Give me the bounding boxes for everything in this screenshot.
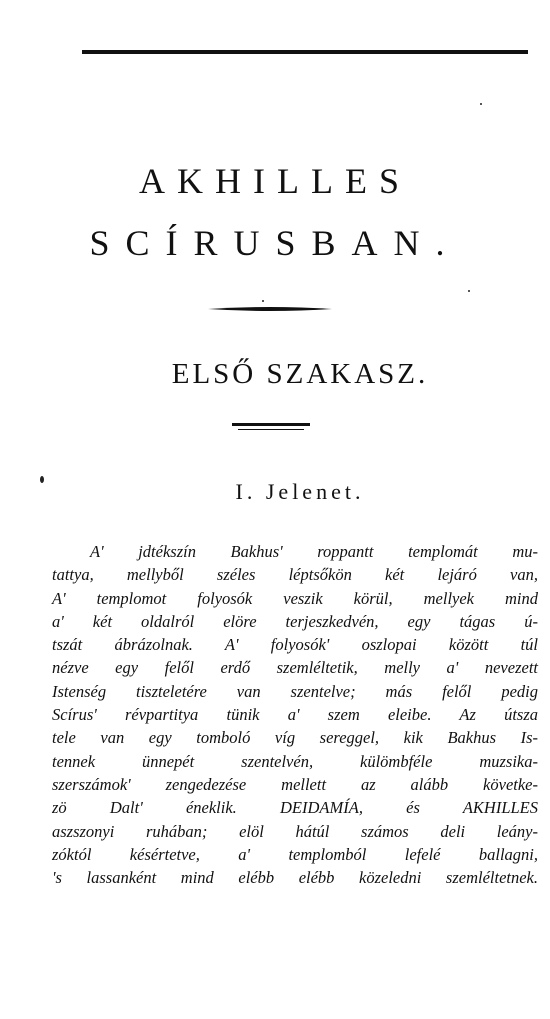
text-line: tennek ünnepét szentelvén, külömbféle muzsika-: [52, 751, 538, 771]
scene-heading: I. Jelenet.: [235, 479, 365, 504]
text-line: tszát ábrázolnak. A' folyosók' oszlopai között túl: [52, 635, 538, 655]
text-line: tele van egy tomboló víg sereggel, kik Bakhus Is-: [52, 728, 538, 748]
ink-speck: [262, 300, 264, 302]
text-line: nézve egy felől erdő szemléltetik, melly a' nevezett: [52, 658, 538, 678]
text-line: 's lassanként mind elébb elébb közeledni szemléltetnek.: [52, 868, 538, 888]
ink-speck: [480, 103, 482, 105]
stage-direction-paragraph: [52, 540, 538, 889]
top-rule: [82, 50, 528, 54]
title-line-1: AKHILLES: [139, 161, 411, 201]
ornamental-rule: [208, 306, 332, 312]
text-line: tattya, mellyből széles léptsőkön két lejáró van,: [52, 565, 538, 585]
text-line: A' templomot folyosók veszik körül, mellyek mind: [52, 588, 538, 608]
ink-speck: [40, 476, 44, 483]
double-rule: [232, 423, 310, 433]
text-line: szerszámok' zengedezése mellett az alább követke-: [52, 774, 538, 794]
text-line: A' jdtékszín Bakhus' roppantt templomát mu-: [90, 542, 538, 561]
text-line: zö Dalt' éneklik. DEIDAMÍA, és AKHILLES: [52, 798, 538, 818]
text-line: aszszonyi ruhában; elöl hátúl számos deli leány-: [52, 821, 538, 841]
text-line: zóktól késértetve, a' templomból lefelé ballagni,: [52, 844, 538, 864]
text-line: Istenség tiszteletére van szentelve; más felől pedig: [52, 681, 538, 701]
text-line: a' két oldalról elöre terjeszkedvén, egy tágas ú-: [52, 611, 538, 631]
title-line-2: SCÍRUSBAN.: [89, 223, 461, 263]
text-line: Scírus' révpartitya tünik a' szem eleibe. Az útsza: [52, 705, 538, 725]
ink-speck: [468, 290, 470, 292]
act-heading: ELSŐ SZAKASZ.: [171, 358, 429, 390]
